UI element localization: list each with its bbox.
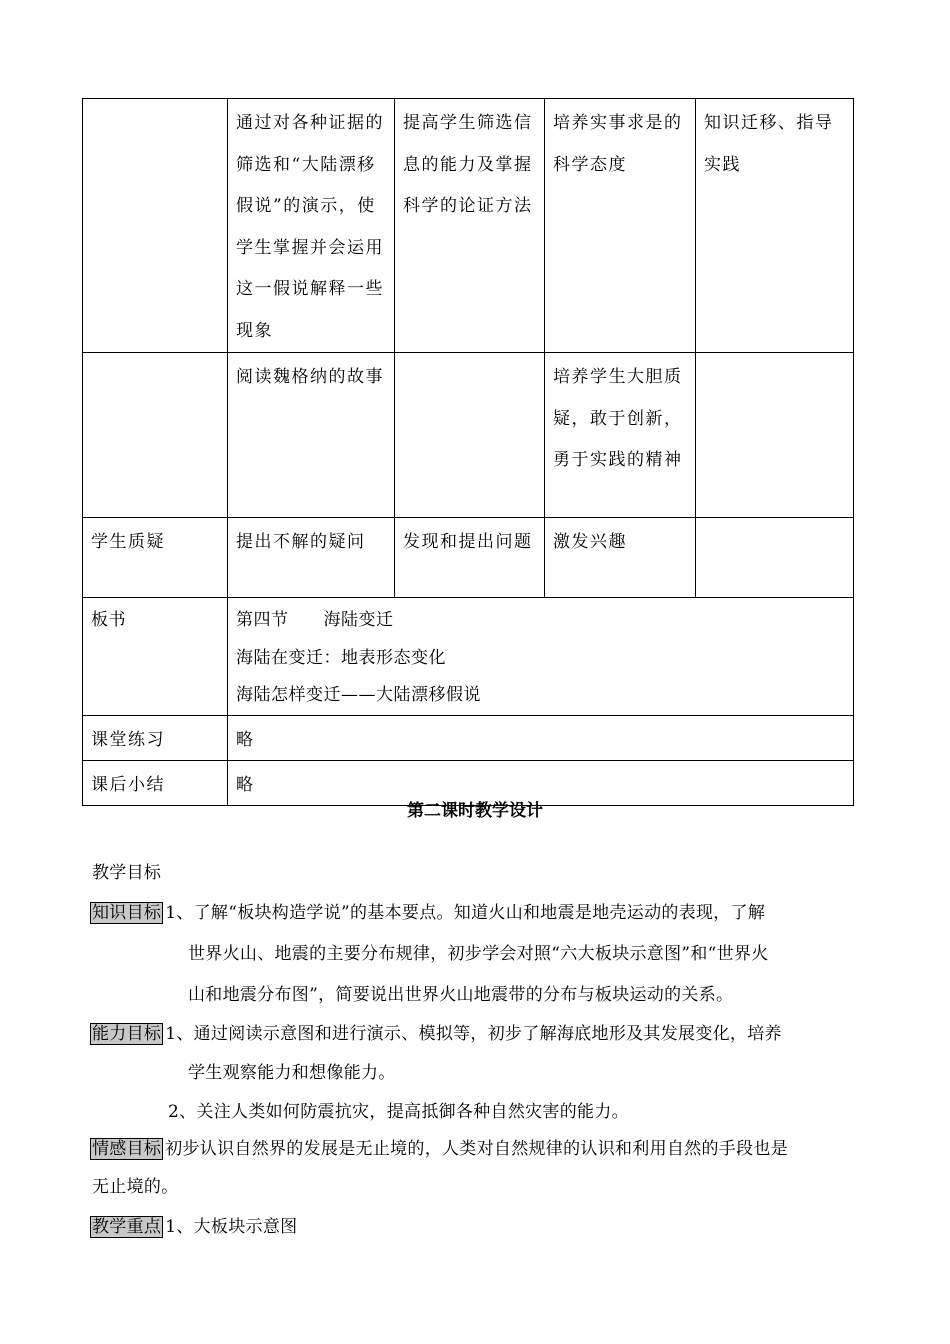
- practice-row: [83, 715, 854, 760]
- cell-activity: 通过对各种证据的筛选和“大陆漂移假说”的演示，使学生掌握并会运用这一假说解释一些现象: [228, 99, 395, 353]
- emotion-line: 无止境的。: [92, 1177, 179, 1197]
- cell-ability: 发现和提出问题: [395, 518, 545, 598]
- practice-value: 略: [228, 715, 854, 760]
- emotion-tag: 情感目标: [92, 1139, 162, 1159]
- emotion-goal: [90, 1134, 788, 1159]
- cell-phase: 学生质疑: [83, 518, 228, 598]
- cell-activity: 提出不解的疑问: [228, 518, 395, 598]
- cell-attitude: 培养实事求是的科学态度: [545, 99, 696, 353]
- table-row: [83, 353, 854, 518]
- key-text: 1、大板块示意图: [165, 1217, 298, 1237]
- cell-activity: 阅读魏格纳的故事: [228, 353, 395, 518]
- cell-method: 知识迁移、指导实践: [696, 99, 854, 353]
- board-row: [83, 598, 854, 716]
- knowledge-goal: [90, 898, 765, 923]
- ability-line: 2、关注人类如何防震抗灾，提高抵御各种自然灾害的能力。: [168, 1102, 629, 1122]
- cell-phase: [83, 353, 228, 518]
- cell-method: [696, 353, 854, 518]
- ability-tag: 能力目标: [92, 1024, 162, 1044]
- board-line: 海陆在变迁：地表形态变化: [236, 647, 446, 668]
- cell-method: [696, 518, 854, 598]
- cell-ability: 提高学生筛选信息的能力及掌握科学的论证方法: [395, 99, 545, 353]
- board-content: [228, 598, 854, 716]
- section-heading: 第二课时教学设计: [407, 801, 543, 821]
- board-label: 板书: [83, 598, 228, 716]
- key-point: [90, 1212, 297, 1237]
- summary-label: 课后小结: [83, 760, 228, 805]
- ability-line: 学生观察能力和想像能力。: [188, 1063, 396, 1083]
- ability-text: 1、通过阅读示意图和进行演示、模拟等，初步了解海底地形及其发展变化，培养: [165, 1024, 782, 1044]
- summary-value: 略: [228, 760, 854, 805]
- emotion-text: 初步认识自然界的发展是无止境的，人类对自然规律的认识和利用自然的手段也是: [165, 1139, 789, 1159]
- table-row: [83, 99, 854, 353]
- practice-label: 课堂练习: [83, 715, 228, 760]
- cell-phase: [83, 99, 228, 353]
- lesson-table: [82, 98, 854, 806]
- board-line: 海陆怎样变迁——大陆漂移假说: [236, 685, 481, 705]
- knowledge-line: 山和地震分布图”，简要说出世界火山地震带的分布与板块运动的关系。: [188, 985, 734, 1005]
- knowledge-text: 1、了解“板块构造学说”的基本要点。知道火山和地震是地壳运动的表现，了解: [165, 903, 766, 923]
- key-tag: 教学重点: [92, 1217, 162, 1237]
- cell-attitude: 激发兴趣: [545, 518, 696, 598]
- ability-goal: [90, 1019, 782, 1044]
- board-line: 第四节 海陆变迁: [236, 610, 394, 630]
- cell-ability: [395, 353, 545, 518]
- goals-title: 教学目标: [92, 863, 162, 883]
- knowledge-line: 世界火山、地震的主要分布规律，初步学会对照“六大板块示意图”和“世界火: [188, 944, 769, 964]
- cell-attitude: 培养学生大胆质疑，敢于创新，勇于实践的精神: [545, 353, 696, 518]
- table-row: [83, 518, 854, 598]
- knowledge-tag: 知识目标: [92, 903, 162, 923]
